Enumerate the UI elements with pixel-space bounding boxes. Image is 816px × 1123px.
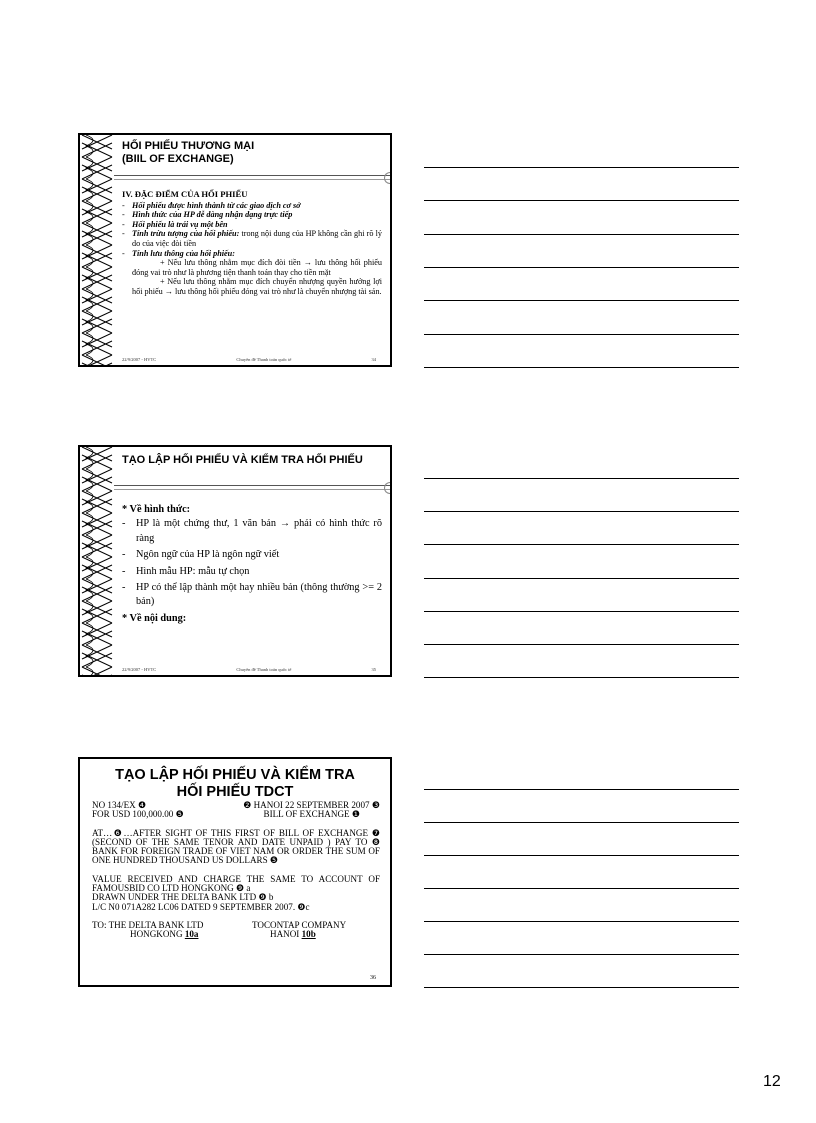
slide-35 [78, 445, 392, 677]
list-item: - Hình mẫu HP: mẫu tự chọn [122, 565, 250, 577]
title-line-2: HỐI PHIẾU TDCT [176, 784, 294, 800]
list-item: - Hối phiếu là trái vụ một bên [122, 219, 228, 229]
bill-lc-reference: L/C N0 071A282 LC06 DATED 9 SEPTEMBER 2007. ❾c [92, 901, 310, 912]
title-divider [114, 485, 390, 486]
list-item: - Hối phiếu được hình thành từ các giao dịch cơ sở [122, 200, 301, 210]
bill-row-cities: HONGKONG 10a HANOI 10b [130, 929, 316, 940]
title-divider [114, 175, 390, 176]
slide-title: TẠO LẬP HỐI PHIẾU VÀ KIỂM TRA HỐI PHIẾU [122, 454, 363, 466]
section-heading: * Về nội dung: [122, 612, 187, 624]
bill-row-amount [92, 810, 380, 819]
slide-title [80, 767, 390, 801]
bill-amount: FOR USD 100,000.00 ❺ [92, 809, 184, 820]
section-heading: * Về hình thức: [122, 504, 191, 515]
list-item: - Hình thức của HP dễ dàng nhận dạng trực tiếp [122, 210, 293, 220]
slide-footer: 22/9/2007 - HVTC Chuyên đề Thanh toán quốc tế 34 [122, 357, 376, 362]
slide-body [122, 503, 382, 626]
title-divider-thin [114, 179, 390, 180]
drawee: TO: THE DELTA BANK LTD [92, 919, 204, 930]
title-line-2: (BIIL OF EXCHANGE) [122, 153, 234, 165]
list-item: - HP là một chứng thư, 1 văn bản → phải có hình thức rõ ràng [122, 518, 382, 544]
curl-decoration [384, 482, 392, 494]
section-heading: IV. ĐẶC ĐIỂM CỦA HỐI PHIẾU [122, 189, 248, 199]
rope-border-decoration [80, 447, 114, 675]
list-item: - Tính trừu tượng của hối phiếu: trong nội dung của HP không cần ghi rõ lý do của việc đòi tiền [122, 229, 382, 248]
title-line-1: TẠO LẬP HỐI PHIẾU VÀ KIỂM TRA [115, 767, 355, 783]
bill-of-exchange-sample [92, 801, 380, 940]
page-number: 12 [763, 1073, 781, 1090]
slide-36 [78, 757, 392, 987]
bill-label: BILL OF EXCHANGE ❶ [263, 809, 360, 820]
title-divider-thin [114, 489, 390, 490]
bill-order-text: AT…❻…AFTER SIGHT OF THIS FIRST OF BILL OF EXCHANGE ❼ (SECOND OF THE SAME TENOR AND DATE UNPAID ) PAY TO ❽ BANK FOR FOREIGN TRADE OF VIET NAM OR ORDER THE SUM OF ONE HUNDRED THOUSAND US DOLLARS ❺ [92, 827, 380, 866]
bill-value-text: VALUE RECEIVED AND CHARGE THE SAME TO ACCOUNT OF FAMOUSBID CO LTD HONGKONG ❾ a [92, 873, 380, 894]
title-line-1: HỐI PHIẾU THƯƠNG MẠI [122, 140, 255, 152]
slide-34 [78, 133, 392, 367]
slide-number: 36 [370, 975, 376, 981]
bill-drawn-under: DRAWN UNDER THE DELTA BANK LTD ❾ b [92, 892, 274, 903]
rope-border-decoration [80, 135, 114, 365]
slide-footer: 22/9/2007 - HVTC Chuyên đề Thanh toán quốc tế 35 [122, 667, 376, 672]
slide-body [122, 190, 382, 297]
paragraph: + Nếu lưu thông nhằm mục đích chuyển nhượng quyền hưởng lợi hối phiếu → lưu thông hối phiếu đóng vai trò như là chuyển nhượng tài sản. [132, 277, 382, 296]
list-item: - Tính lưu thông của hối phiếu: [122, 248, 235, 258]
bill-place-date: ❷ HANOI 22 SEPTEMBER 2007 ❸ [243, 800, 380, 810]
list-item: - Ngôn ngữ của HP là ngôn ngữ viết [122, 549, 280, 561]
slide-title [122, 140, 254, 166]
list-item: - HP có thể lập thành một hay nhiều bản (thông thường >= 2 bản) [122, 582, 382, 608]
curl-decoration [384, 172, 392, 184]
drawer: TOCONTAP COMPANY [252, 919, 347, 930]
bill-number: NO 134/EX ❹ [92, 800, 147, 810]
paragraph: + Nếu lưu thông nhằm mục đích đòi tiền → lưu thông hối phiếu đóng vai trò như là phương tiện thanh toán thay cho tiền mặt [132, 258, 382, 277]
